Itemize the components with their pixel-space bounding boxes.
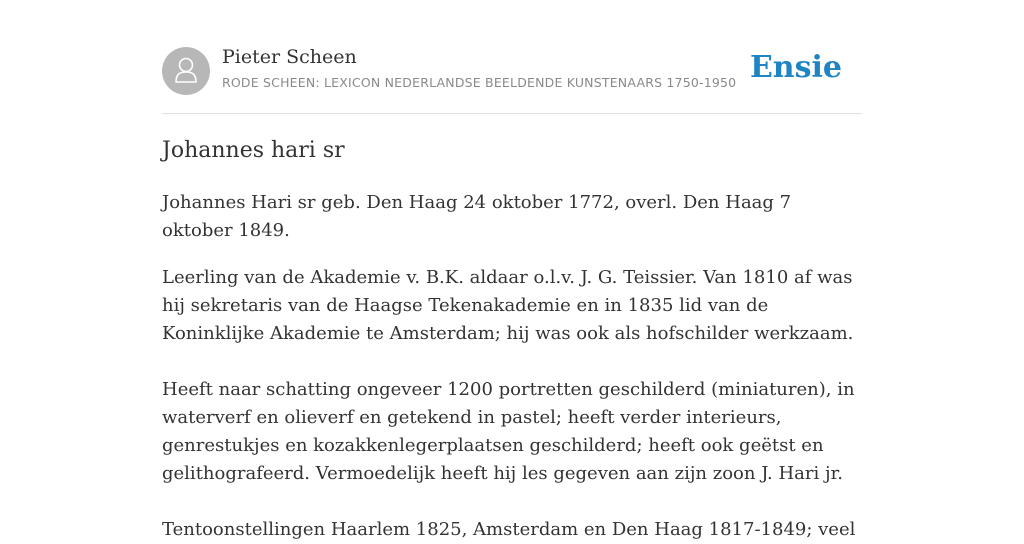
paragraph-birth-death: Johannes Hari sr geb. Den Haag 24 oktober 1772, overl. Den Haag 7 oktober 1849. <box>162 192 792 241</box>
entry-body <box>162 189 862 544</box>
author-name[interactable]: Pieter Scheen <box>222 46 357 68</box>
paragraph-exhibitions: Tentoonstellingen Haarlem 1825, Amsterdam en Den Haag 1817-1849; veel <box>162 519 856 540</box>
ensie-logo[interactable]: Ensie <box>749 50 842 85</box>
author-avatar[interactable] <box>162 47 210 95</box>
paragraph-works: Heeft naar schatting ongeveer 1200 portretten geschilderd (miniaturen), in waterverf en olieverf en getekend in pastel; heeft verder interieurs, genrestukjes en kozakkenlegerplaatsen geschilderd; heeft ook geëtst en gelithografeerd. Vermoedelijk heeft hij les gegeven aan zijn zoon J. Hari jr. <box>162 379 855 484</box>
paragraph-education: Leerling van de Akademie v. B.K. aldaar o.l.v. J. G. Teissier. Van 1810 af was hij sekretaris van de Haagse Tekenakademie en in 1835 lid van de Koninklijke Akademie te Amsterdam; hij was ook als hofschilder werkzaam. <box>162 267 854 344</box>
entry-title: Johannes hari sr <box>162 138 345 163</box>
source-title[interactable]: RODE SCHEEN: LEXICON NEDERLANDSE BEELDENDE KUNSTENAARS 1750-1950 <box>222 75 737 90</box>
entry-header <box>162 46 862 114</box>
